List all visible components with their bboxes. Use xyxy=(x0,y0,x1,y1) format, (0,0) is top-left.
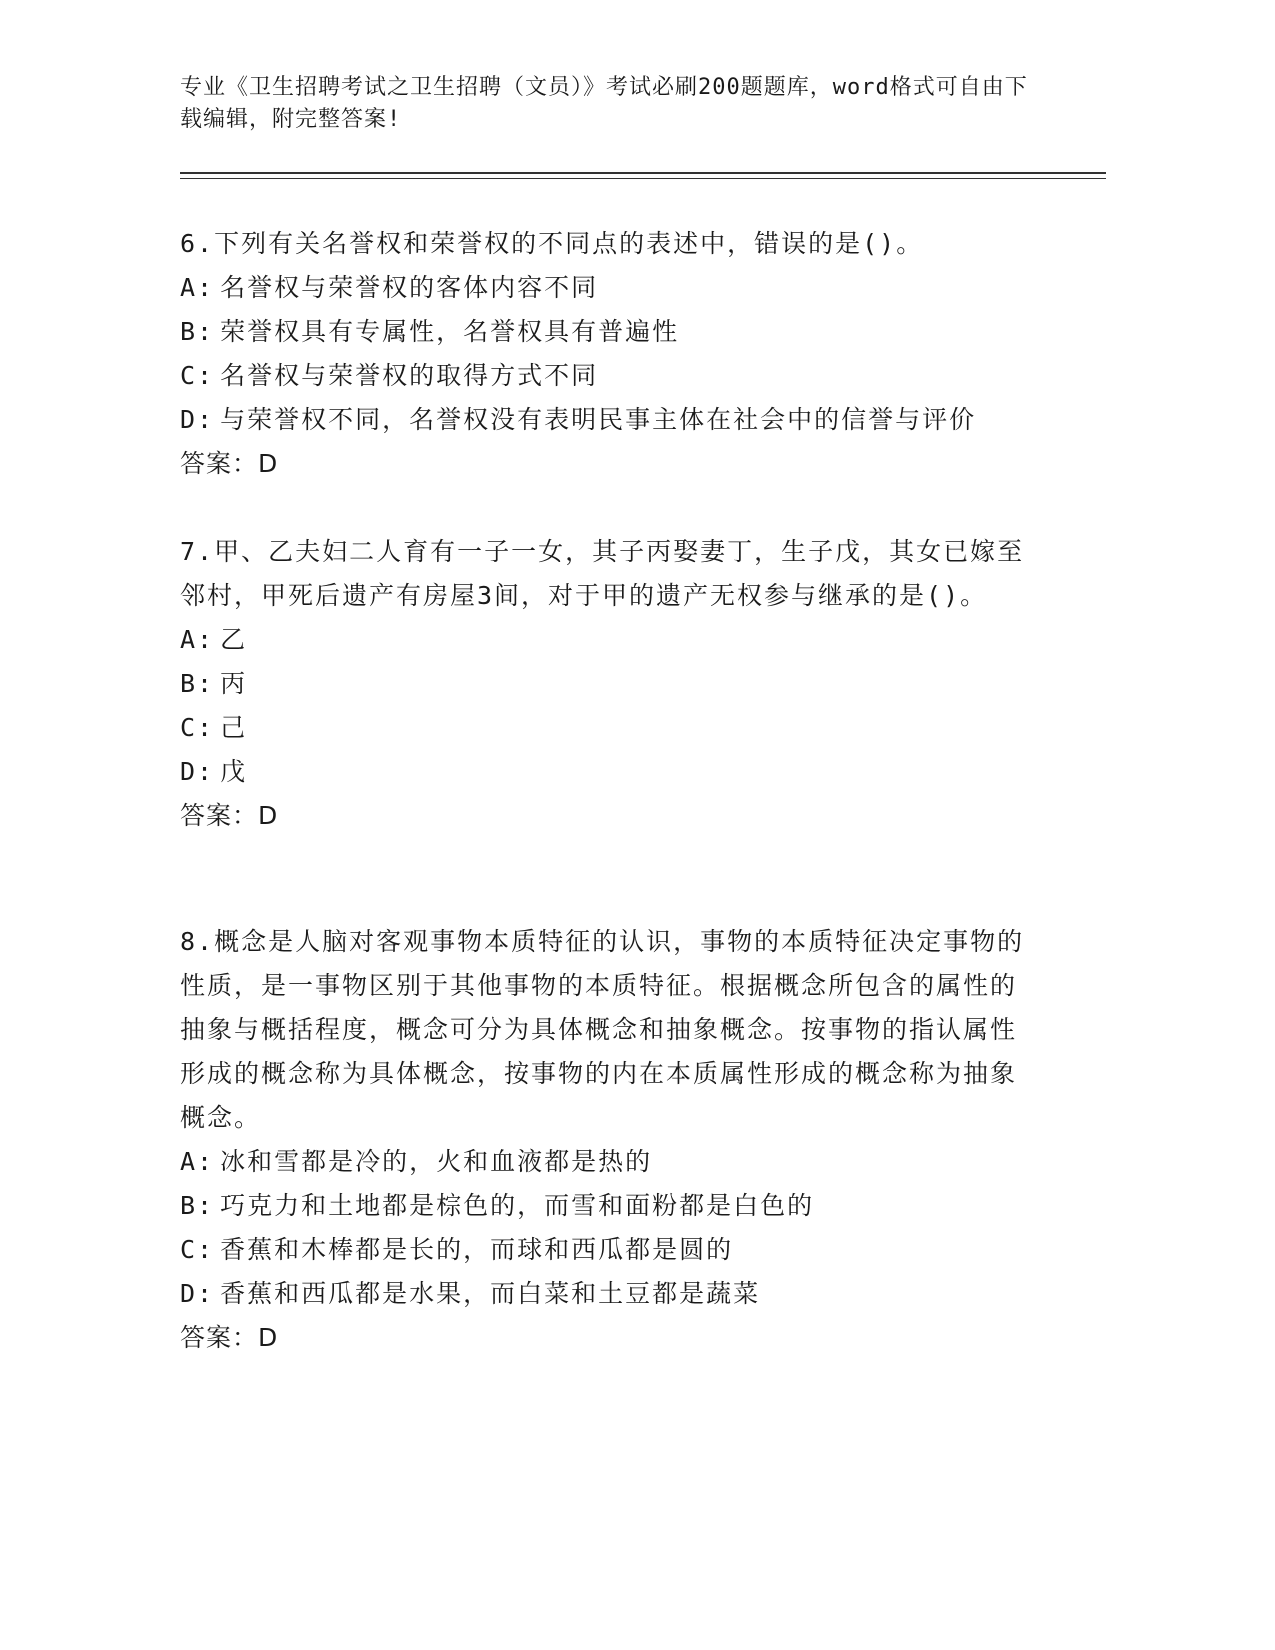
option-label: C: xyxy=(180,713,215,742)
option-b xyxy=(180,1184,1030,1228)
question-stem: 6.下列有关名誉权和荣誉权的不同点的表述中，错误的是()。 xyxy=(180,229,924,258)
option-label: D: xyxy=(180,405,215,434)
option-text: 戊 xyxy=(220,757,248,786)
option-a xyxy=(180,266,1030,310)
question-6 xyxy=(180,222,1030,486)
option-label: B: xyxy=(180,669,215,698)
question-7 xyxy=(180,530,1030,838)
option-d xyxy=(180,398,1030,442)
option-c xyxy=(180,1228,1030,1272)
option-c xyxy=(180,354,1030,398)
option-text: 香蕉和西瓜都是水果，而白菜和土豆都是蔬菜 xyxy=(220,1279,761,1308)
question-8 xyxy=(180,920,1030,1360)
option-text: 荣誉权具有专属性，名誉权具有普遍性 xyxy=(220,317,680,346)
option-c xyxy=(180,706,1030,750)
option-d xyxy=(180,750,1030,794)
option-label: C: xyxy=(180,361,215,390)
option-label: A: xyxy=(180,1147,215,1176)
option-b xyxy=(180,662,1030,706)
header-divider-top xyxy=(180,172,1106,174)
option-a xyxy=(180,618,1030,662)
option-text: 与荣誉权不同，名誉权没有表明民事主体在社会中的信誉与评价 xyxy=(220,405,977,434)
option-text: 名誉权与荣誉权的取得方式不同 xyxy=(220,361,599,390)
option-text: 丙 xyxy=(220,669,248,698)
option-label: A: xyxy=(180,625,215,654)
option-label: D: xyxy=(180,757,215,786)
option-b xyxy=(180,310,1030,354)
option-d xyxy=(180,1272,1030,1316)
answer-line: 答案：D xyxy=(180,1323,279,1352)
option-label: B: xyxy=(180,1191,215,1220)
option-label: B: xyxy=(180,317,215,346)
option-label: A: xyxy=(180,273,215,302)
question-stem: 7.甲、乙夫妇二人育有一子一女，其子丙娶妻丁，生子戊，其女已嫁至邻村，甲死后遗产有房屋3间，对于甲的遗产无权参与继承的是()。 xyxy=(180,537,1025,610)
option-text: 巧克力和土地都是棕色的，而雪和面粉都是白色的 xyxy=(220,1191,815,1220)
option-label: C: xyxy=(180,1235,215,1264)
option-text: 香蕉和木棒都是长的，而球和西瓜都是圆的 xyxy=(220,1235,734,1264)
answer-line: 答案：D xyxy=(180,449,279,478)
header-divider-bottom xyxy=(180,178,1106,179)
option-text: 己 xyxy=(220,713,248,742)
option-label: D: xyxy=(180,1279,215,1308)
question-stem: 8.概念是人脑对客观事物本质特征的认识，事物的本质特征决定事物的性质，是一事物区别于其他事物的本质特征。根据概念所包含的属性的抽象与概括程度，概念可分为具体概念和抽象概念。按事物的指认属性形成的概念称为具体概念，按事物的内在本质属性形成的概念称为抽象概念。 xyxy=(180,927,1025,1132)
document-header: 专业《卫生招聘考试之卫生招聘（文员）》考试必刷200题题库，word格式可自由下载编辑，附完整答案! xyxy=(180,75,1028,132)
option-text: 冰和雪都是冷的，火和血液都是热的 xyxy=(220,1147,653,1176)
option-a xyxy=(180,1140,1030,1184)
answer-line: 答案：D xyxy=(180,801,279,830)
option-text: 名誉权与荣誉权的客体内容不同 xyxy=(220,273,599,302)
option-text: 乙 xyxy=(220,625,248,654)
